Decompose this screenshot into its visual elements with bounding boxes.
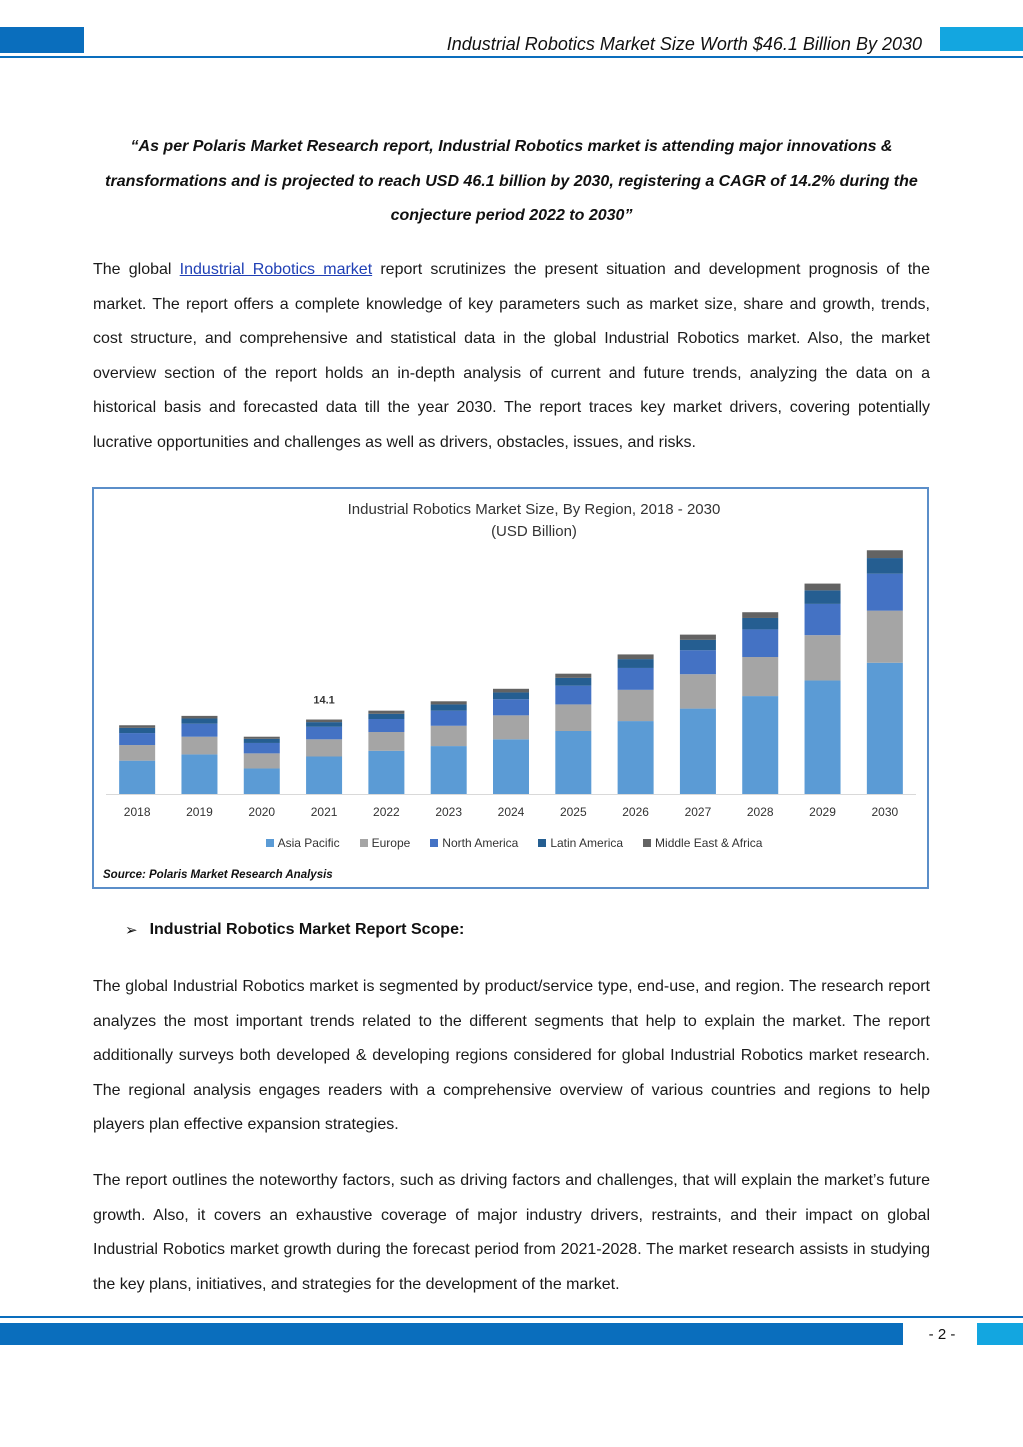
bar-2019-middle-east-africa [181, 716, 217, 719]
bar-2024-asia-pacific [493, 739, 529, 794]
bar-2028-latin-america [742, 618, 778, 629]
bar-2026-middle-east-africa [618, 654, 654, 659]
chart-source: Source: Polaris Market Research Analysis [103, 869, 333, 881]
quote-line-3: conjecture period 2022 to 2030” [390, 207, 633, 224]
x-tick-label: 2020 [248, 805, 276, 819]
bar-2018-latin-america [119, 728, 155, 733]
bar-2020-europe [244, 753, 280, 768]
x-tick-label: 2028 [746, 805, 774, 819]
quote-line-2: transformations and is projected to reach USD 46.1 billion by 2030, registering a CAGR of 14.2% during the [105, 172, 918, 190]
bar-2020-latin-america [244, 739, 280, 743]
bar-2021-middle-east-africa [306, 720, 342, 723]
bar-2022-middle-east-africa [368, 711, 404, 714]
footer-rule [0, 1316, 1023, 1318]
legend-swatch [430, 839, 438, 847]
bar-2029-asia-pacific [805, 680, 841, 794]
bar-2029-middle-east-africa [805, 584, 841, 591]
x-tick-label: 2030 [871, 805, 899, 819]
bar-2021-north-america [306, 727, 342, 740]
bar-2025-north-america [555, 686, 591, 705]
header-right-bar [940, 27, 1023, 51]
bar-2026-north-america [618, 668, 654, 690]
x-tick-label: 2022 [373, 805, 400, 819]
bar-2024-north-america [493, 699, 529, 715]
header-title: Industrial Robotics Market Size Worth $46.1 Billion By 2030 [446, 34, 922, 54]
chart-subtitle: (USD Billion) [491, 523, 577, 540]
chart-plot [94, 489, 927, 887]
bar-2028-middle-east-africa [742, 612, 778, 618]
bar-2019-north-america [181, 724, 217, 737]
legend-item [643, 836, 762, 850]
bar-2023-latin-america [431, 704, 467, 710]
bar-2022-asia-pacific [368, 751, 404, 794]
legend-item [538, 836, 623, 850]
bar-2019-latin-america [181, 718, 217, 723]
bar-2023-middle-east-africa [431, 701, 467, 704]
bar-2022-latin-america [368, 714, 404, 719]
bar-2024-middle-east-africa [493, 689, 529, 693]
x-tick-label: 2027 [684, 805, 712, 819]
bar-2027-europe [680, 674, 716, 708]
bar-2022-europe [368, 732, 404, 751]
bar-2020-asia-pacific [244, 768, 280, 794]
bar-2024-europe [493, 715, 529, 739]
x-tick-label: 2029 [809, 805, 836, 819]
legend-label: Asia Pacific [277, 836, 340, 850]
chart-title: Industrial Robotics Market Size, By Region, 2018 - 2030 [347, 501, 721, 518]
header-rule [0, 56, 1023, 58]
bar-2027-middle-east-africa [680, 635, 716, 640]
bar-2029-europe [805, 635, 841, 680]
footer-left-bar [0, 1323, 903, 1345]
intro-suffix: report scrutinizes the present situation and development prognosis of the market. The report offers a complete knowledge of key parameters such as market size, share and growth, trends, cost structure, and comprehensive and statistical data in the global Industrial Robotics market. Also, the market overview section of the report holds an in-depth analysis of current and future trends, analyzing the data on a historical basis and forecasted data till the year 2030. The report traces key market drivers, covering potentially lucrative opportunities and challenges as well as drivers, obstacles, issues, and risks. [93, 261, 930, 451]
bar-2027-latin-america [680, 640, 716, 650]
quote-line-1: “As per Polaris Market Research report, Industrial Robotics market is attending major innovations & [130, 138, 893, 155]
legend-item [360, 836, 411, 850]
bar-2018-asia-pacific [119, 761, 155, 794]
bar-2029-latin-america [805, 590, 841, 604]
bar-2030-north-america [867, 574, 903, 611]
header-left-bar [0, 27, 84, 53]
growth-factors-paragraph: The report outlines the noteworthy factors, such as driving factors and challenges, that will explain the market’s future growth. Also, it covers an exhaustive coverage of major industry drivers, restraints, and their impact on global Industrial Robotics market growth during the forecast period from 2021-2028. The market research assists in studying the key plans, initiatives, and strategies for the development of the market. [93, 1172, 930, 1293]
industrial-robotics-market-link[interactable]: Industrial Robotics market [179, 261, 373, 278]
bar-2022-north-america [368, 719, 404, 732]
bar-2027-asia-pacific [680, 709, 716, 794]
bar-2018-europe [119, 745, 155, 761]
bar-2023-asia-pacific [431, 746, 467, 794]
bar-2030-asia-pacific [867, 663, 903, 794]
bar-2026-asia-pacific [618, 721, 654, 794]
footer-right-bar [977, 1323, 1023, 1345]
bar-2025-asia-pacific [555, 731, 591, 794]
bar-2025-middle-east-africa [555, 674, 591, 678]
bar-2028-europe [742, 657, 778, 696]
legend-item [430, 836, 518, 850]
segmentation-paragraph: The global Industrial Robotics market is segmented by product/service type, end-use, and region. The research report analyzes the most important trends related to the different segments that help to explain the market. The report additionally surveys both developed & developing regions considered for global Industrial Robotics market research. The regional analysis engages readers with a comprehensive overview of various countries and regions to help players plan effective expansion strategies. [93, 978, 930, 1134]
x-tick-label: 2018 [123, 805, 151, 819]
bar-2030-latin-america [867, 558, 903, 574]
legend-label: North America [442, 836, 519, 850]
bar-2030-europe [867, 611, 903, 663]
bar-2023-north-america [431, 711, 467, 726]
scope-heading [125, 921, 464, 939]
bar-2018-middle-east-africa [119, 725, 155, 728]
bar-2027-north-america [680, 650, 716, 674]
bar-2029-north-america [805, 604, 841, 635]
chart-legend [244, 836, 784, 850]
x-tick-label: 2021 [310, 805, 338, 819]
bar-2026-latin-america [618, 659, 654, 668]
bar-2021-europe [306, 739, 342, 756]
bar-2021-asia-pacific [306, 757, 342, 795]
legend-swatch [360, 839, 368, 847]
bar-2020-north-america [244, 743, 280, 753]
x-tick-label: 2026 [622, 805, 649, 819]
highlight-quote [93, 130, 930, 234]
bar-2026-europe [618, 690, 654, 721]
legend-swatch [643, 839, 651, 847]
scope-heading-text: Industrial Robotics Market Report Scope: [149, 921, 465, 938]
bar-2030-middle-east-africa [867, 550, 903, 558]
bar-2021-latin-america [306, 722, 342, 727]
bar-2019-europe [181, 737, 217, 755]
bar-2024-latin-america [493, 692, 529, 699]
intro-prefix: The global [93, 261, 180, 278]
legend-item [266, 836, 340, 850]
x-tick-label: 2025 [559, 805, 587, 819]
legend-label: Europe [371, 836, 411, 850]
x-tick-label: 2023 [435, 805, 463, 819]
bar-2020-middle-east-africa [244, 737, 280, 739]
arrow-bullet-icon: ➢ [125, 922, 138, 939]
data-label-2021: 14.1 [313, 694, 335, 707]
intro-paragraph [93, 253, 930, 461]
bar-2025-latin-america [555, 678, 591, 686]
legend-label: Middle East & Africa [655, 836, 763, 850]
bar-2019-asia-pacific [181, 754, 217, 794]
market-size-chart [92, 487, 929, 889]
bar-2025-europe [555, 704, 591, 731]
x-tick-label: 2024 [497, 805, 525, 819]
bar-2018-north-america [119, 733, 155, 745]
legend-label: Latin America [550, 836, 624, 850]
bar-2028-asia-pacific [742, 696, 778, 794]
bar-2023-europe [431, 726, 467, 746]
bar-2028-north-america [742, 629, 778, 657]
page-number: - 2 - [928, 1326, 956, 1343]
x-tick-label: 2019 [186, 805, 213, 819]
legend-swatch [266, 839, 274, 847]
legend-swatch [538, 839, 546, 847]
